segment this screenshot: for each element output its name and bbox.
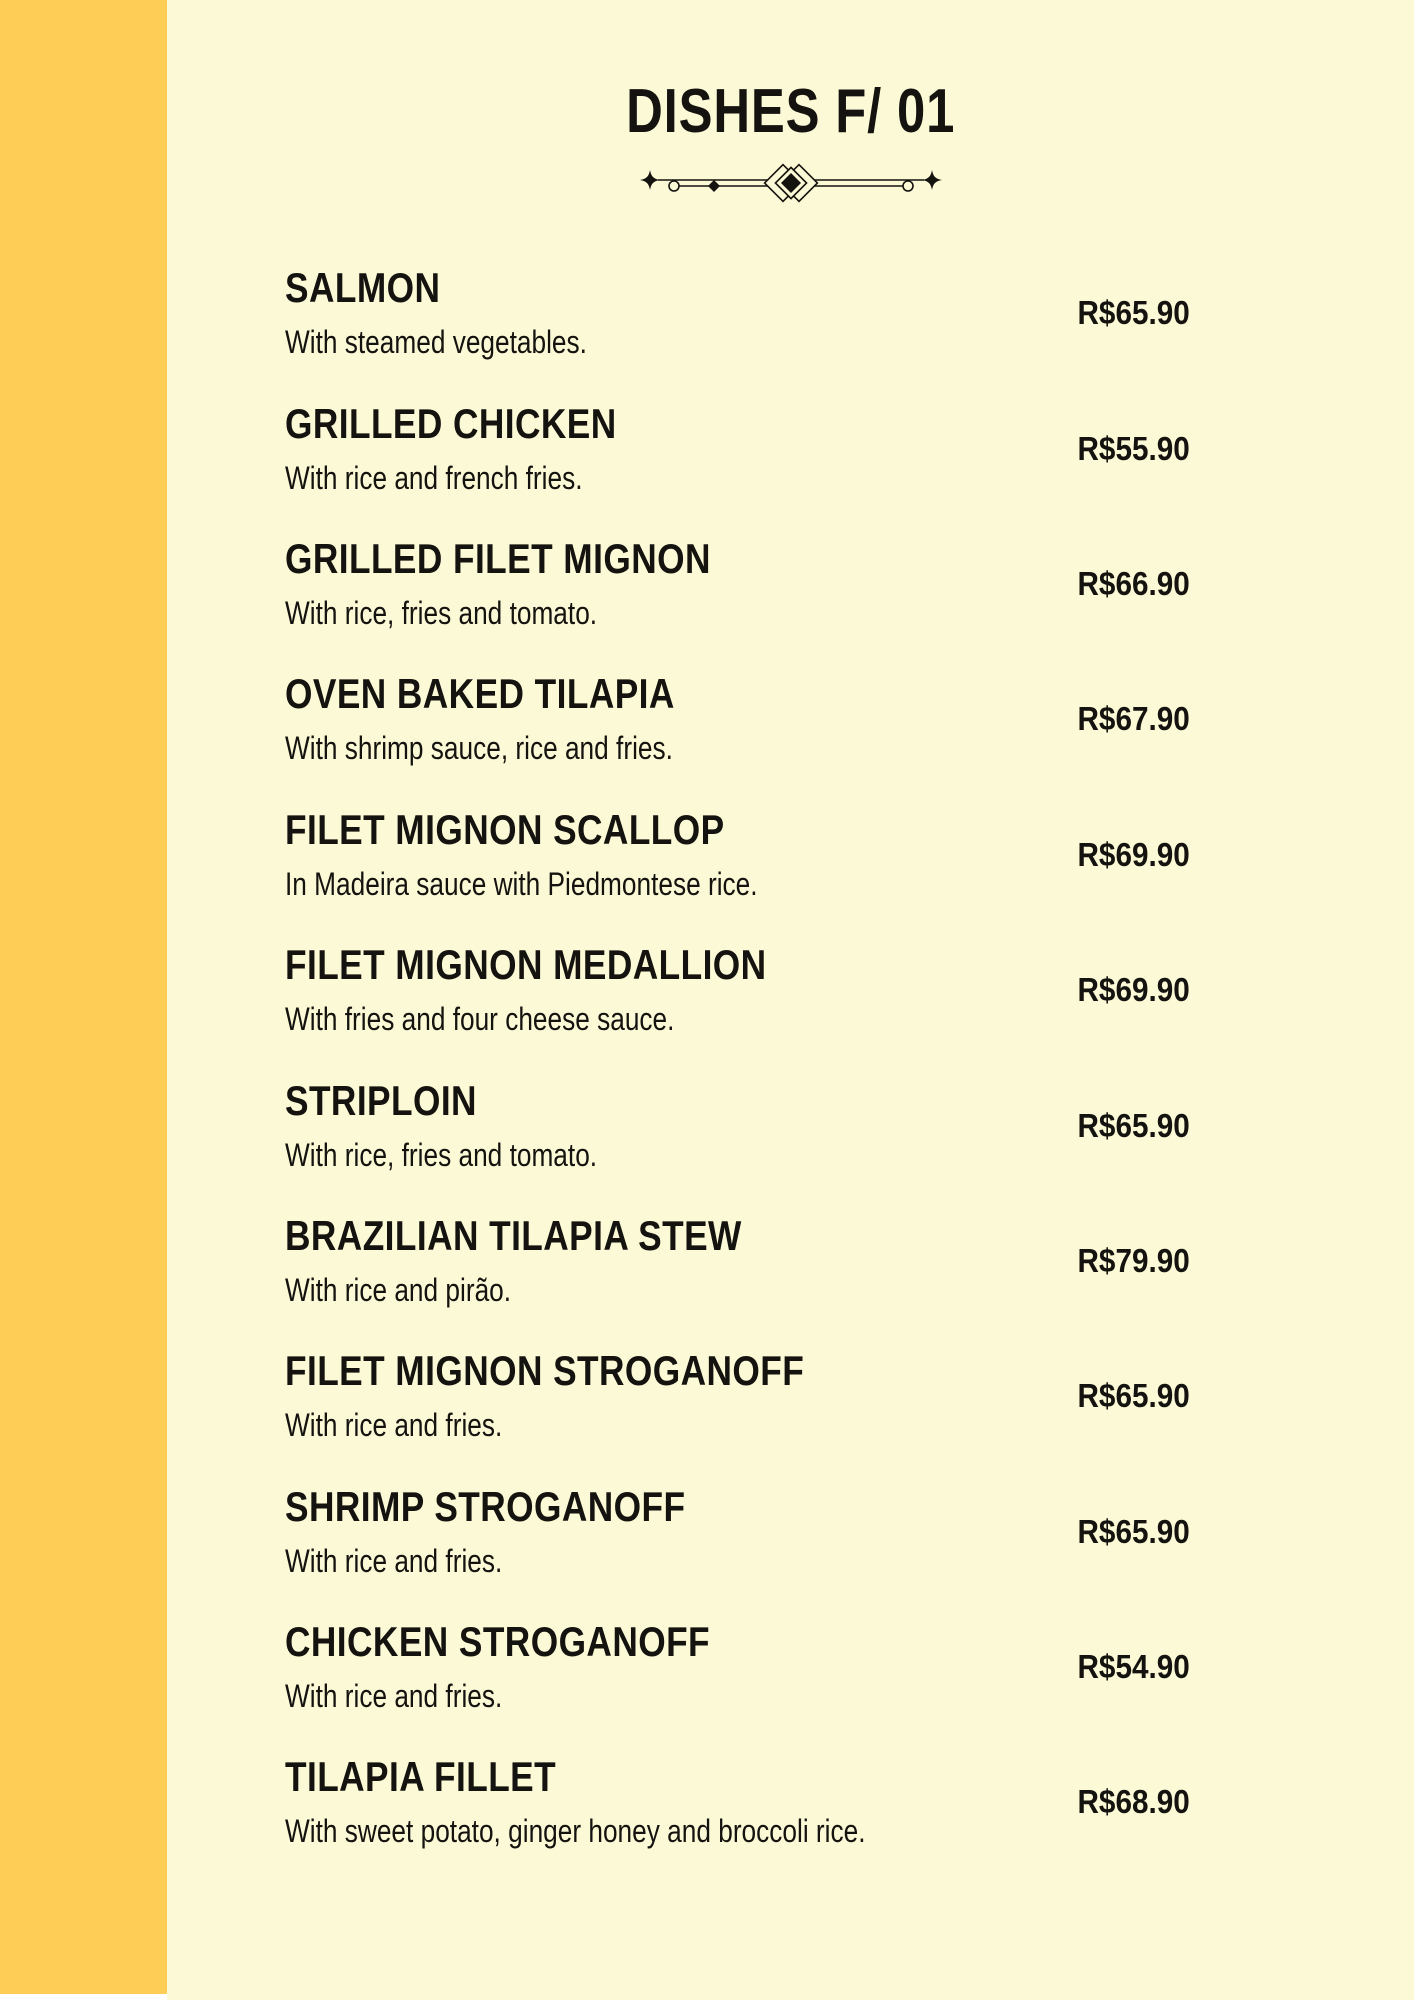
dish-text [285, 264, 653, 361]
dish-text [285, 399, 680, 496]
dish-name-text: OVEN BAKED TILAPIA [285, 670, 675, 718]
dish-description-text: With rice and fries. [285, 1678, 503, 1715]
dish-name-text: TILAPIA FILLET [285, 1753, 557, 1801]
dish-price-text: R$55.90 [1077, 429, 1190, 467]
menu-item [285, 1599, 1190, 1734]
menu-item [285, 1057, 1190, 1192]
dish-price-text: R$65.90 [1077, 294, 1190, 332]
menu-item [285, 1328, 1190, 1463]
dish-description-text: With rice and fries. [285, 1407, 503, 1444]
menu-item [285, 651, 1190, 786]
dish-description [285, 1407, 903, 1444]
dish-price-text: R$54.90 [1077, 1648, 1190, 1686]
dish-name-text: FILET MIGNON STROGANOFF [285, 1347, 805, 1395]
dish-price-text: R$68.90 [1077, 1783, 1190, 1821]
side-accent-bar-gap [0, 1994, 167, 2000]
dish-name-text: SHRIMP STROGANOFF [285, 1482, 686, 1530]
dish-description-text: With shrimp sauce, rice and fries. [285, 730, 673, 767]
dish-description-text: With rice and pirão. [285, 1271, 512, 1308]
dish-price [1065, 1241, 1190, 1279]
dish-description-text: With rice, fries and tomato. [285, 594, 598, 631]
dish-name [285, 399, 680, 447]
dish-name [285, 1211, 829, 1259]
dish-description [285, 1542, 762, 1579]
dish-price-text: R$66.90 [1077, 564, 1190, 602]
menu-item [285, 380, 1190, 515]
dish-description-text: With rice and fries. [285, 1542, 503, 1579]
dish-price [1065, 1377, 1190, 1415]
dish-name [285, 264, 653, 312]
dish-name [285, 534, 792, 582]
dish-text [285, 1753, 993, 1850]
dish-name [285, 1618, 791, 1666]
dish-price [1065, 971, 1190, 1009]
dish-text [285, 534, 792, 631]
dish-price [1065, 294, 1190, 332]
page-title-text: DISHES F/ 01 [625, 77, 956, 146]
dish-text [285, 1211, 829, 1308]
dish-description-text: With rice, fries and tomato. [285, 1136, 598, 1173]
menu-item [285, 516, 1190, 651]
dish-price-text: R$69.90 [1077, 971, 1190, 1009]
dish-price-text: R$65.90 [1077, 1377, 1190, 1415]
menu-content [167, 0, 1414, 2000]
dish-description-text: With steamed vegetables. [285, 324, 587, 361]
menu-list [167, 245, 1414, 1870]
dish-text [285, 941, 858, 1038]
dish-description-text: In Madeira sauce with Piedmontese rice. [285, 865, 758, 902]
dish-name [285, 1347, 903, 1395]
dish-text [285, 1347, 903, 1444]
dish-text [285, 1618, 791, 1715]
page-title [167, 77, 1414, 146]
dish-price [1065, 700, 1190, 738]
dish-name-text: CHICKEN STROGANOFF [285, 1618, 711, 1666]
dish-name-text: GRILLED FILET MIGNON [285, 534, 711, 582]
dish-text [285, 670, 758, 767]
dish-price-text: R$65.90 [1077, 1106, 1190, 1144]
dish-name [285, 670, 758, 718]
menu-item [285, 1193, 1190, 1328]
dish-name-text: FILET MIGNON SCALLOP [285, 805, 725, 853]
dish-price [1065, 1648, 1190, 1686]
dish-price [1065, 1106, 1190, 1144]
dish-name-text: BRAZILIAN TILAPIA STEW [285, 1211, 742, 1259]
dish-description-text: With sweet potato, ginger honey and broccoli rice. [285, 1813, 866, 1850]
dish-name [285, 1076, 666, 1124]
dish-description-text: With rice and french fries. [285, 459, 583, 496]
dish-name-text: GRILLED CHICKEN [285, 399, 617, 447]
dish-name [285, 1753, 993, 1801]
dish-description [285, 1271, 829, 1308]
dish-description [285, 1813, 993, 1850]
dish-price [1065, 1783, 1190, 1821]
diamond-ornament-icon [636, 161, 946, 205]
menu-item [285, 245, 1190, 380]
menu-item [285, 922, 1190, 1057]
dish-name [285, 941, 858, 989]
dish-price-text: R$65.90 [1077, 1512, 1190, 1550]
dish-price-text: R$67.90 [1077, 700, 1190, 738]
dish-name-text: STRIPLOIN [285, 1076, 477, 1124]
dish-description [285, 865, 861, 902]
dish-name-text: FILET MIGNON MEDALLION [285, 941, 767, 989]
side-accent-bar [0, 0, 167, 1994]
menu-item [285, 1734, 1190, 1869]
dish-description-text: With fries and four cheese sauce. [285, 1001, 675, 1038]
dish-price [1065, 564, 1190, 602]
dish-description [285, 1136, 666, 1173]
dish-text [285, 1482, 762, 1579]
dish-description [285, 1678, 791, 1715]
menu-item [285, 787, 1190, 922]
dish-price [1065, 1512, 1190, 1550]
dish-price-text: R$79.90 [1077, 1241, 1190, 1279]
dish-description [285, 730, 758, 767]
dish-price [1065, 429, 1190, 467]
dish-price-text: R$69.90 [1077, 835, 1190, 873]
dish-price [1065, 835, 1190, 873]
dish-text [285, 1076, 666, 1173]
menu-item [285, 1464, 1190, 1599]
ornament-divider [167, 161, 1414, 205]
dish-name [285, 805, 861, 853]
dish-text [285, 805, 861, 902]
dish-name [285, 1482, 762, 1530]
dish-description [285, 459, 680, 496]
dish-description [285, 594, 792, 631]
dish-name-text: SALMON [285, 264, 441, 312]
dish-description [285, 324, 653, 361]
dish-description [285, 1001, 858, 1038]
